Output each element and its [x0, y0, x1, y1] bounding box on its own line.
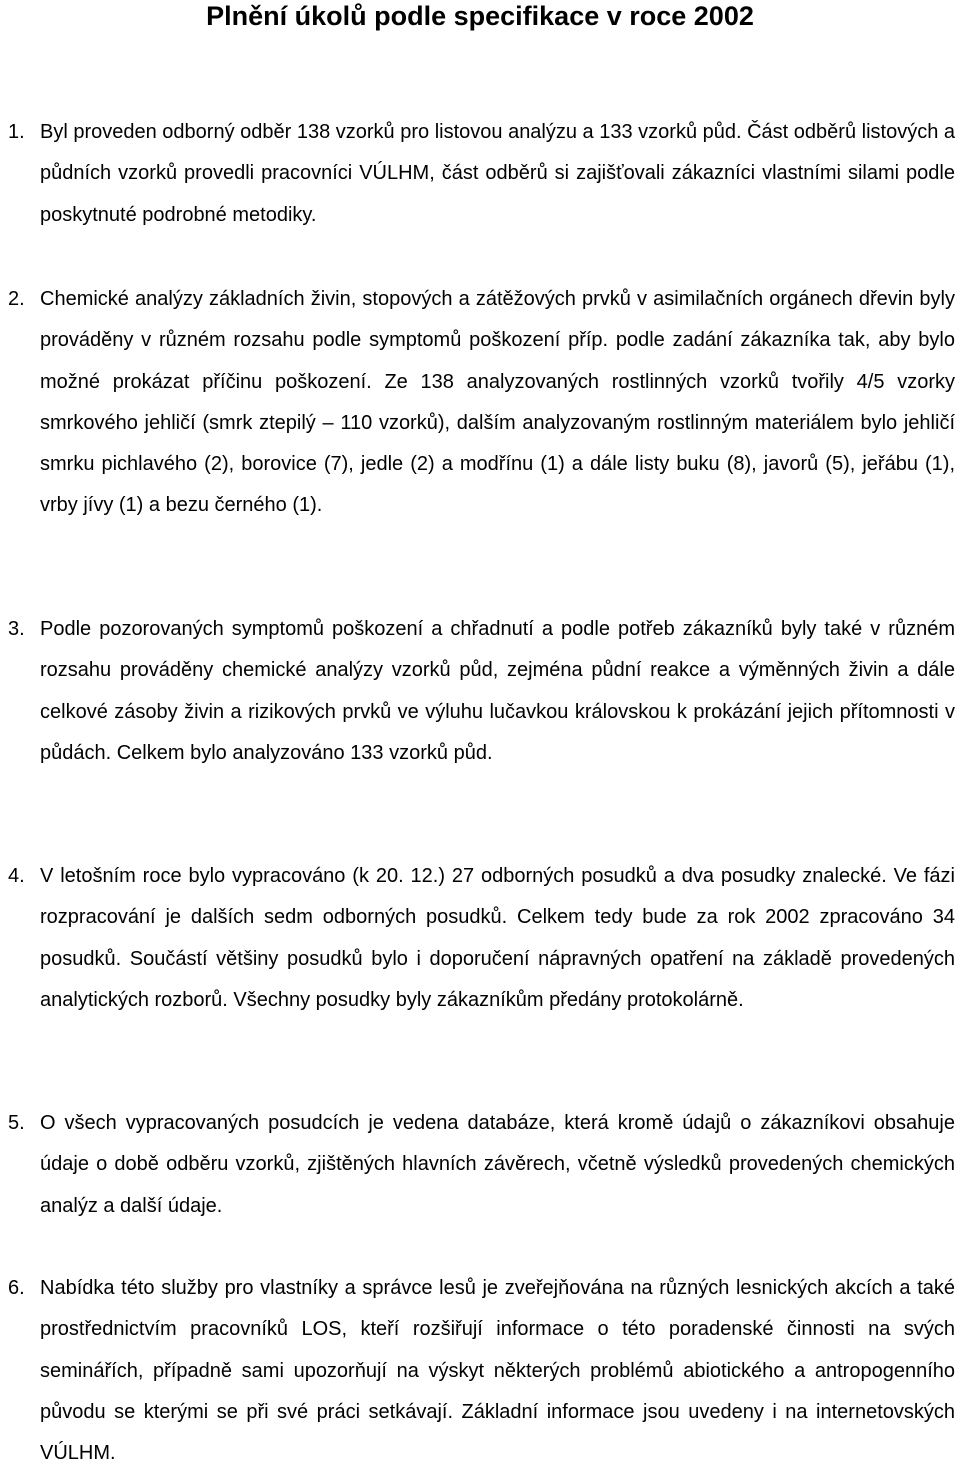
list-item-2 [0, 279, 960, 527]
list-item-number: 5. [8, 1112, 25, 1134]
list-item-text: Chemické analýzy základních živin, stopových a zátěžových prvků v asimilačních orgánech dřevin byly prováděny v různém rozsahu podle symptomů poškození příp. podle zadání zákazníka tak, aby bylo možné prokázat příčinu poškození. Ze 138 analyzovaných rostlinných vzorků tvořily 4/5 vzorky smrkového jehličí (smrk ztepilý – 110 vzorků), dalším analyzovaným rostlinným materiálem bylo jehličí smrku pichlavého (2), borovice (7), jedle (2) a modřínu (1) a dále listy buku (8), javorů (5), jeřábu (1), vrby jívy (1) a bezu černého (1). [40, 288, 955, 517]
list-item-1 [0, 112, 960, 236]
list-item-number: 2. [8, 288, 25, 310]
list-item-6 [0, 1268, 960, 1474]
list-item-number: 6. [8, 1277, 25, 1299]
list-item-number: 4. [8, 865, 25, 887]
list-item-text: Byl proveden odborný odběr 138 vzorků pro listovou analýzu a 133 vzorků půd. Část odběrů listových a půdních vzorků provedli pracovníci VÚLHM, část odběrů si zajišťovali zákazníci vlastními silami podle poskytnuté podrobné metodiky. [40, 121, 955, 226]
list-item-text: V letošním roce bylo vypracováno (k 20. 12.) 27 odborných posudků a dva posudky znalecké. Ve fázi rozpracování je dalších sedm odborných posudků. Celkem tedy bude za rok 2002 zpracováno 34 posudků. Součástí většiny posudků bylo i doporučení nápravných opatření na základě provedených analytických rozborů. Všechny posudky byly zákazníkům předány protokolárně. [40, 865, 955, 1011]
list-item-4 [0, 856, 960, 1021]
list-item-text: Nabídka této služby pro vlastníky a správce lesů je zveřejňována na různých lesnických akcích a také prostřednictvím pracovníků LOS, kteří rozšiřují informace o této poradenské činnosti na svých seminářích, případně sami upozorňují na výskyt některých problémů abiotického a antropogenního původu se kterými se při své práci setkávají. Základní informace jsou uvedeny i na internetovských VÚLHM. [40, 1277, 955, 1465]
list-item-text: Podle pozorovaných symptomů poškození a chřadnutí a podle potřeb zákazníků byly také v různém rozsahu prováděny chemické analýzy vzorků půd, zejména půdní reakce a výměnných živin a dále celkové zásoby živin a rizikových prvků ve výluhu lučavkou královskou k prokázání jejich přítomnosti v půdách. Celkem bylo analyzováno 133 vzorků půd. [40, 618, 955, 764]
list-item-5 [0, 1103, 960, 1227]
list-item-text: O všech vypracovaných posudcích je vedena databáze, která kromě údajů o zákazníkovi obsahuje údaje o době odběru vzorků, zjištěných hlavních závěrech, včetně výsledků provedených chemických analýz a další údaje. [40, 1112, 955, 1217]
list-item-3 [0, 609, 960, 774]
document-title: Plnění úkolů podle specifikace v roce 2002 [206, 1, 754, 31]
list-item-number: 1. [8, 121, 25, 143]
list-item-number: 3. [8, 618, 25, 640]
